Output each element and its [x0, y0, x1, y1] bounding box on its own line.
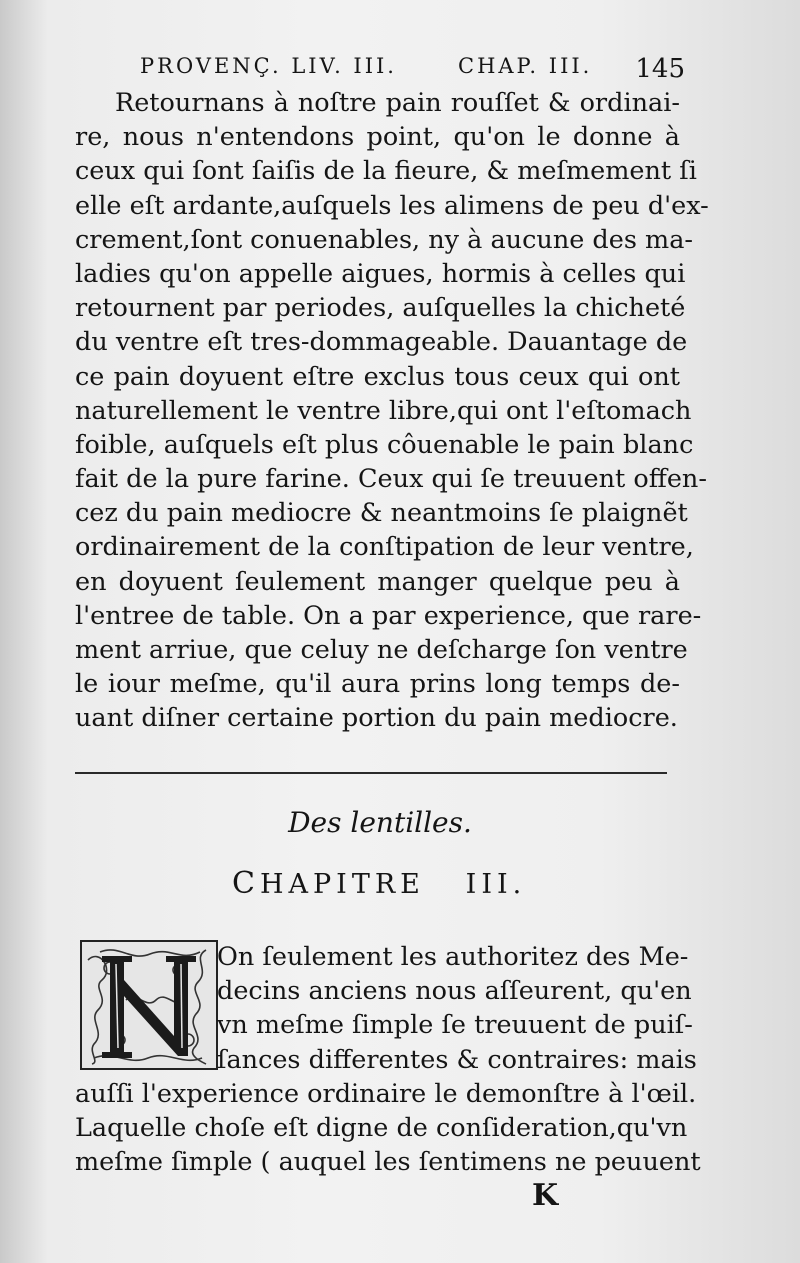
text-line: ladies qu'on appelle aigues, hormis à celles qui	[75, 258, 686, 289]
text-line: du ventre eſt tres-dommageable. Dauantage de	[75, 327, 688, 358]
section-rule	[75, 772, 667, 774]
text-line: foible, auſquels eſt plus côuenable le pain blanc	[75, 429, 694, 460]
text-line: ceux qui ſont ſaiſis de la fieure, & meſmement ſi	[75, 156, 697, 187]
catchword: K	[532, 1178, 559, 1213]
text-line: auſſi l'experience ordinaire le demonſtre à l'œil.	[75, 1078, 697, 1109]
text-line: cez du pain mediocre & neantmoins ſe plaignẽt	[75, 498, 688, 529]
text-line: retournent par periodes, auſquelles la chicheté	[75, 293, 686, 324]
text-line: crement,ſont conuenables, ny à aucune des ma-	[75, 224, 694, 255]
paragraph-1	[75, 86, 709, 736]
text-line: l'entree de table. On a par experience, que rare-	[75, 600, 702, 631]
text-line: ſances differentes & contraires: mais	[217, 1044, 697, 1075]
page-number: 145	[635, 54, 685, 84]
text-line: Laquelle choſe eſt digne de conſideration,qu'vn	[75, 1112, 688, 1143]
text-line: le iour meſme, qu'il aura prins long temps de-	[75, 669, 680, 700]
text-line: ce pain doyuent eſtre exclus tous ceux qui ont	[75, 361, 680, 392]
text-line: elle eſt ardante,auſquels les alimens de peu d'ex-	[75, 190, 709, 221]
text-line: meſme ſimple ( auquel les ſentimens ne peuuent	[75, 1147, 701, 1178]
text-line: naturellement le ventre libre,qui ont l'eſtomach	[75, 395, 692, 426]
chapter-heading-number: III.	[465, 869, 527, 900]
section-title: Des lentilles.	[288, 806, 472, 839]
text-line: Retournans à noſtre pain rouſſet & ordinai-	[115, 88, 680, 118]
running-head-title: PROVENÇ. LIV. III.	[140, 54, 397, 78]
text-line: ordinairement de la conſtipation de leur ventre,	[75, 532, 694, 563]
text-line: en doyuent ſeulement manger quelque peu à	[75, 566, 680, 597]
text-line: re, nous n'entendons point, qu'on le donne à	[75, 122, 680, 153]
running-head-chapter: CHAP. III.	[458, 54, 593, 78]
chapter-heading-word: HAPITRE	[259, 869, 425, 900]
chapter-heading-initial: C	[232, 866, 260, 901]
text-line: ment arriue, que celuy ne deſcharge ſon ventre	[75, 635, 688, 665]
chapter-heading	[232, 866, 527, 901]
text-line: fait de la pure farine. Ceux qui ſe treuuent offen-	[75, 464, 707, 495]
text-line: vn meſme ſimple ſe treuuent de puiſ-	[217, 1010, 693, 1041]
paragraph-2	[75, 940, 701, 1179]
text-line: On ſeulement les authoritez des Me-	[217, 942, 689, 972]
text-line: decins anciens nous aſſeurent, qu'en	[217, 976, 692, 1007]
text-line: uant diſner certaine portion du pain mediocre.	[75, 703, 678, 734]
running-head	[140, 54, 685, 88]
